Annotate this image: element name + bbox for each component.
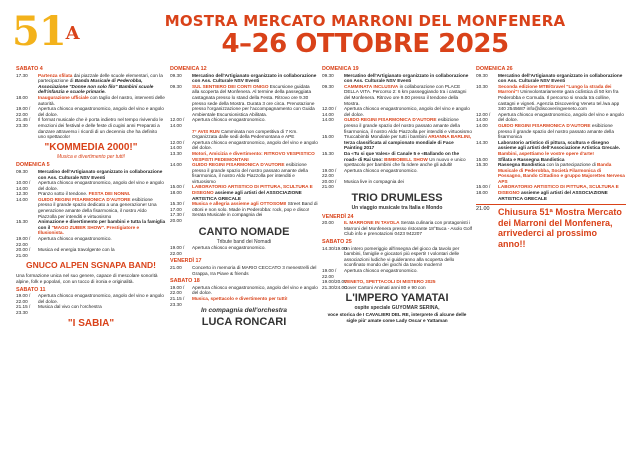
divider	[476, 204, 626, 205]
event-row: 15.00 Truccabimbi Mondiale per tutti i bambini ARIANNA BARLINI, terza classificata al campionato mondiale di Face Painting 2017	[322, 134, 472, 151]
event-row: 14.30 Laboratorio artistico di pittura, scultura e disegno assieme agli artisti dell'Associazione Artistica Grecale. Bambini, aspettiamo le vostre opere d'arte!	[476, 139, 621, 156]
event-row: 14.00 GUIDO REGINI FISARMONICA D'AUTORE esibizione presso il grande spazio dedicato a una generazione! Una generazione amante della fisarmonica, il nostro Aldo Piazzolla per intenditi e virtuosismo	[16, 196, 157, 219]
closing-message: Chiusura 51ª Mostra Mercato dei Marroni del Monfenera, arrivederci al prossimo anno!!	[498, 207, 622, 249]
headline-subtitle: Tribute band dei Nomadi	[216, 238, 272, 245]
event-row: 15.00 / 18.00 LABORATORIO ARTISTICO DI PITTURA, SCULTURA E DISEGNO assieme agli artisti del ASSOCIAZIONE ARTISTICA GRECALE	[476, 184, 619, 201]
event-row: 14.00 GUIDO REGINI FISARMONICA D'AUTORE esibizione presso il grande spazio del nostro passato amante della fisarmonica, il nostro Aldo Piazzolla per intenditi e virtuosismo	[170, 162, 308, 184]
headline-act: "KOMMEDIA 2000!"	[44, 141, 138, 153]
event-row: 20.00 IL MARRONE IN TAVOLA Serata culinaria con protagonisti i Marroni del Monfenera presso ristorante 18°Buca - Asolo Golf Club info e prenotazioni 0423 942207	[322, 220, 472, 237]
headline-subtitle: Un viaggio musicale tra Italia e Mondo	[351, 205, 443, 212]
event-row: 19.00 / 22.00 Apertura chiosco enogastronomico, angolo del vino e angolo del dolce.	[16, 106, 164, 117]
day-heading: SABATO 25	[322, 239, 352, 246]
event-row: 13.30 Motori, Amicizia e divertimento: RITROVO VESPISTICO VESPISTI PEDEMONTANI	[170, 150, 315, 162]
event-row: 09.30 CAMMINATA INCLUSIVA in collaborazione con PLACE DELLA VITA. Percorso 2: 6 km passeggiando tra i castagni del Monfenera. Ritrovo ore 9.00 presso il tendone della Mostra.	[322, 83, 467, 106]
event-row: 21.30/24.00 Cover Cartoni Animati anni 80 e 90 con	[322, 284, 426, 290]
event-row: 18.00 Inaugurazione ufficiale con taglio del nastro, interventi delle autorità.	[16, 94, 165, 106]
event-row: 14.30/19.00 Un intero pomeriggio all'insegna del gioco da tavolo per bambini, famiglie e giocatori più esperti! I volontari delle associazioni ludiche vi guideranno alla scoperta dello sconfinato mondo dei giochi da tavolo moderni!	[322, 245, 460, 268]
event-row: 15.30 Da «Tu si que Vales» di Canale 5 e «Ballando on the road» di Rai Uno: BIMBOBELL SHOW Un nuovo e unico spettacolo per bambini che fa ridere anche gli adulti!	[322, 150, 466, 168]
day-heading: DOMENICA 12	[170, 66, 207, 72]
event-row: 10.30 Seconda edizione MTB/Gravel "Lungo la strada dei Marroni"! Uninvolontariamente gara ciclistica di 50 km fra Pederobba e Cornuda. Il percorso si snoda tra colline, castagni e vigneti. Agenzia Discovering Veneto tel./wa app 340 2545687 info@discoveringveneto.com	[476, 83, 620, 112]
day-heading: DOMENICA 19	[322, 66, 359, 72]
event-row: 12.00 / 14.00 Apertura chiosco enogastronomico, angolo del vino e angolo del dolce.	[476, 111, 624, 123]
schedule-column-1	[16, 64, 166, 449]
headline-act: CANTO NOMADE	[198, 225, 290, 238]
headline-act: GNUCO ALPEN SGNAPA BAND!	[25, 260, 157, 271]
edition-number: $51^A$	[12, 8, 79, 55]
event-row: 17.30 / 20.00 Serata Musicale in compagnia dei	[170, 212, 263, 224]
event-row: 19.00 / 22.00 Apertura chiosco enogastronomico.	[170, 245, 266, 256]
event-row: 12.00 / 14.00 Apertura chiosco enogastronomico, angolo del vino e angolo del dolce.	[170, 139, 318, 151]
headline-act: "I SABIA"	[67, 317, 115, 329]
headline-subtitle: ospite speciale GUYOMAR SERINA,	[354, 305, 440, 312]
schedule-column-4	[476, 64, 626, 449]
headline-description: voce storica de I CAVALIERI DEL RE, interprete di alcune delle sigle più' amate come Lady Oscar e Yattaman	[327, 311, 467, 323]
event-row: 17.30 Partenza sfilata dai piazzale delle scuole elementari, con la partecipazione di Banda Musicale di Pederobba, Associazione "Donne non solo filo" Bambini scuole dell'infanzia e scuole primarie.	[16, 72, 163, 95]
event-row: 12.00 / 14.00 Apertura chiosco enogastronomico, angolo del vino e angolo del dolce.	[322, 106, 470, 117]
event-row: 21.45 / 23.30 Il format musicale che è porta indietro nel tempo rivivendo le emozioni dei festival e delle feste di cugini anni Preparati a danzare attraverso i ricordi di un decennio che ha definito uno spettacolo!	[16, 117, 164, 140]
event-row: 21.00 Concerto in memoria di MARIO CECCATO 3 menestrelli del Grappa, Ira Piave & friends	[170, 265, 317, 276]
event-row: 15.30 Animazione e divertimento per bambini e tutta la famiglia con il "MAGO ZUBER SHOW". Prestigiatore e Illusionista.	[16, 219, 166, 236]
event-row: 09.30 Mercatino dell'Artigianato organizzato in collaborazione con Ass. Culturale NSV Eventi	[476, 72, 623, 84]
schedule-column-3	[322, 64, 472, 449]
event-row: 19.00 / 22.00 Apertura chiosco enogastronomico.	[322, 167, 418, 179]
headline-intro: In compagnia dell'orchestra	[200, 307, 288, 315]
event-row: 19.00 / 22.00 Apertura chiosco enogastronomico, angolo del vino e angolo del dolce.	[170, 284, 318, 296]
day-heading: SABATO 4	[16, 66, 43, 72]
event-row: 15.30 / 17.00 Musica e allegria assieme agli OTTOSOMI! Street Band di ottoni e non solo. Made in Pederobba: rock, pop e disco!	[170, 201, 318, 212]
event-row: 21.15 / 23.30 Musica, spettacolo e divertimento per tutti!	[170, 295, 288, 307]
event-row: 21.15 / 23.30 Musica dal vivo con l'orchestra	[16, 304, 102, 315]
day-heading: DOMENICA 26	[476, 66, 513, 72]
day-heading: VENERDÌ 24	[322, 213, 354, 220]
event-row: 19.00 / 22.00 Apertura chiosco enogastronomico, angolo del vino e angolo del dolce.	[16, 293, 164, 304]
headline-description: Una formazione unica nel suo genere, capace di mescolare sonorità alpine, folk e popolari, con un tocco di ironia e originalità.	[16, 273, 158, 284]
event-row: 14.00 GUIDO REGINI FISARMONICA D'AUTORE esibizione presso il grande spazio del nostro passato amante della fisarmonica	[476, 122, 614, 140]
event-row: 19.00/20.00 VENETO, SPETTACOLI DI MISTERO 2025	[322, 279, 436, 285]
headline-subtitle: Musica e divertimento per tutti!	[56, 153, 126, 160]
headline-act: LUCA RONCARI	[201, 316, 287, 329]
event-row: 09.30 Mercatino dell'Artigianato organizzato in collaborazione con Ass. Culturale NSV Eventi	[322, 72, 469, 84]
event-row: 20.00 / 21.00 Musica live in compagnia dei	[322, 178, 404, 190]
day-heading: DOMENICA 5	[16, 162, 50, 169]
event-row: 15.00 / 18.00 LABORATORIO ARTISTICO DI PITTURA, SCULTURA E DISEGNO assieme agli artisti del ASSOCIAZIONE ARTISTICA GRECALE	[170, 184, 313, 201]
event-row: 15.00 Sfilata e Rassegna Bandistica	[476, 156, 565, 162]
day-heading: SABATO 18	[170, 278, 200, 285]
event-row: 15.30 Rassegna Bandistica con la partecipazione di Banda Musicale di Pederobba, Società Filarmonica di Possagno, Bando Cittadino e gruppo Majorettes Nervesa APS	[476, 162, 625, 184]
event-row: 09.30 Mercatino dell'Artigianato organizzato in collaborazione con Ass. Culturale NSV Eventi	[170, 72, 317, 84]
headline-act: TRIO DRUMLESS	[351, 192, 443, 205]
event-row: 20.00 / 21.00 Musica ed energia travolgente con la	[16, 247, 115, 258]
event-row: 12.00 / 14.00 Apertura chiosco enogastronomico.	[170, 117, 266, 128]
event-row: 19.00 / 22.00 Apertura chiosco enogastronomico.	[16, 236, 112, 247]
event-row: 10.00 / 14.00 Apertura chiosco enogastronomico, angolo del vino e angolo del dolce.	[16, 180, 164, 191]
poster-header	[0, 0, 633, 62]
event-row: 09.30 SUL SENTIERO DEI CONTI ONIGO Escursione guidata alla scoperta del Monfenera. Al termine della passeggiata castagnata presso lo stand della Festa. Ritrovo ore 9.30 presso sede della Mostra. Durata 3 ore circa. Prenotazione presso l'organizzazione per l'accompagnamento con Guida Ambientale Escursionistica Abilitata.	[170, 83, 315, 117]
day-heading: VENERDÌ 17	[170, 258, 202, 265]
event-row: 7° AVIS RUN Camminata non competitiva di 7 Km. Organizzata dalle sedi della Pedemontana e APE	[192, 128, 298, 140]
poster-dates: 4–26 OTTOBRE 2025	[221, 29, 509, 59]
schedule-column-2	[170, 64, 318, 449]
day-heading: SABATO 11	[16, 286, 46, 293]
event-row: 19.00 / 22.00 Apertura chiosco enogastronomico.	[322, 268, 418, 279]
event-row: 12.30 Pranzo sotto il tendone. FESTA DEI NONNI.	[16, 191, 131, 197]
event-row: 09.30 Mercatino dell'Artigianato organizzato in collaborazione con Ass. Culturale NSV Eventi	[16, 168, 163, 180]
poster-title: MOSTRA MERCATO MARRONI DEL MONFENERA	[164, 12, 566, 30]
event-row: 14.00 GUIDO REGINI FISARMONICA D'AUTORE esibizione presso il grande spazio del nostro passato amante della fisarmonica, il nostro Aldo Piazzolla per intenditi e virtuosismo	[322, 117, 472, 134]
headline-act: L'IMPERO YAMATAI	[345, 292, 449, 305]
event-row: 21.00 Chiusura 51ª Mostra Mercato dei Marroni del Monfenera, arrivederci al prossimo anno!!	[476, 207, 626, 249]
